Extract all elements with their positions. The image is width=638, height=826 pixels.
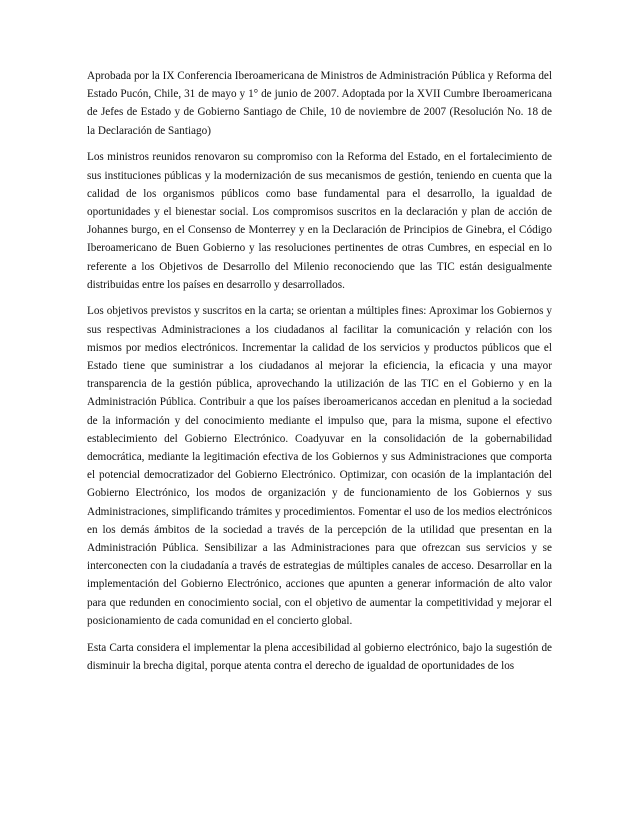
paragraph-accessibility: Esta Carta considera el implementar la plena accesibilidad al gobierno electrónico, bajo la sugestión de disminuir la brecha digital, porque atenta contra el derecho de igualdad de oportunidades de los bbox=[87, 641, 552, 672]
paragraph-approval: Aprobada por la IX Conferencia Iberoamericana de Ministros de Administración Pública y Reforma del Estado Pucón, Chile, 31 de mayo y 1° de junio de 2007. Adoptada por la XVII Cumbre Iberoamericana de Jefes de Estado y de Gobierno Santiago de Chile, 10 de noviembre de 2007 (Resolución No. 18 de la Declaración de Santiago) bbox=[87, 70, 552, 137]
paragraph-objectives: Los objetivos previstos y suscritos en la carta; se orientan a múltiples fines: Aproximar los Gobiernos y sus respectivas Administraciones a los ciudadanos al facilitar la comunicación y relación con los mismos por medios electrónicos. Incrementar la calidad de los servicios y productos públicos que el Estado tiene que suministrar a los ciudadanos al mejorar la eficiencia, la eficacia y una mayor transparencia de la gestión pública, aprovechando la utilización de las TIC en el Gobierno y en la Administración Pública. Contribuir a que los países iberoamericanos accedan en plenitud a la sociedad de la información y del conocimiento mediante el impulso que, para la misma, supone el efectivo establecimiento del Gobierno Electrónico. Coadyuvar en la consolidación de la gobernabilidad democrática, mediante la legitimación efectiva de los Gobiernos y sus Administraciones que comporta el potencial democratizador del Gobierno Electrónico. Optimizar, con ocasión de la implantación del Gobierno Electrónico, los modos de organización y de funcionamiento de los Gobiernos y sus Administraciones, simplificando trámites y procedimientos. Fomentar el uso de los medios electrónicos en los demás ámbitos de la sociedad a través de la percepción de la utilidad que presentan en la Administración Pública. Sensibilizar a las Administraciones para que ofrezcan sus servicios y se interconecten con la ciudadanía a través de estrategias de múltiples canales de acceso. Desarrollar en la implementación del Gobierno Electrónico, acciones que apunten a generar información de alto valor para que redunden en conocimiento social, con el objetivo de aumentar la competitividad y mejorar el posicionamiento de cada comunidad en el concierto global. bbox=[87, 305, 552, 627]
paragraph-ministers: Los ministros reunidos renovaron su compromiso con la Reforma del Estado, en el fortalecimiento de sus instituciones públicas y la modernización de sus mecanismos de gestión, teniendo en cuenta que la calidad de los organismos públicos como base fundamental para el desarrollo, la igualdad de oportunidades y el bienestar social. Los compromisos suscritos en la declaración y plan de acción de Johannes burgo, en el Consenso de Monterrey y en la Declaración de Principios de Ginebra, el Código Iberoamericano de Buen Gobierno y las resoluciones pertinentes de otras Cumbres, en especial en lo referente a los Objetivos de Desarrollo del Milenio reconociendo que las TIC están desigualmente distribuidas entre los países en desarrollo y desarrollados. bbox=[87, 151, 552, 291]
document-body bbox=[87, 67, 552, 684]
